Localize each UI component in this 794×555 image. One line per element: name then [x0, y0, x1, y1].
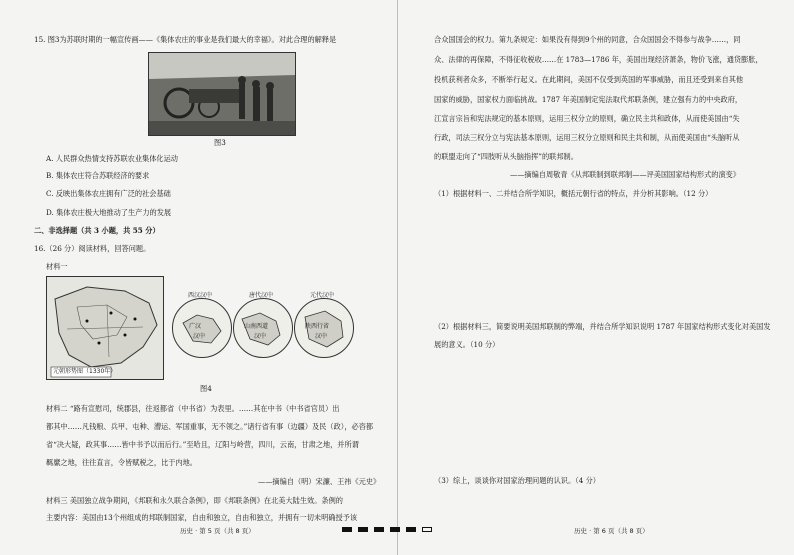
right-line-4: 国家的威胁，国家权力面临挑战。1787 年美国制定宪法取代邦联条例，建立强有力的中央政府，: [434, 95, 743, 104]
material2-source: ——摘编自（明）宋濂、王祎《元史》: [258, 477, 381, 486]
option-d: D. 集体农庄极大地推动了生产力的发展: [46, 208, 172, 217]
material3-source: ——摘编自周敬青《从邦联制到联邦制——评美国国家结构形式的演变》: [510, 170, 741, 179]
page-divider: [397, 0, 398, 555]
material2-line-2: 都其中……凡钱粮、兵甲、屯种、漕运、军国重事，无不领之。”诸行省有事（边疆）及民（政），必咨都: [46, 422, 374, 431]
right-line-1: 合众国国会的权力。第九条规定：如果没有得到9个州的同意，合众国国会不得参与战争……，同: [434, 35, 741, 44]
option-b: B. 集体农庄符合苏联经济的要求: [46, 171, 150, 180]
circle-tang: [233, 298, 293, 358]
propaganda-image: [148, 52, 296, 136]
circle-western-han: [172, 298, 232, 358]
question-2-line-2: 展的意义。（10 分）: [434, 340, 500, 349]
fold-mark: [390, 527, 400, 532]
yuan-map: [46, 276, 164, 380]
option-c: C. 反映出集体农庄拥有广泛的社会基础: [46, 189, 171, 198]
circle1-label2: 汉中: [193, 333, 206, 340]
fold-mark: [358, 527, 368, 532]
fig3-caption: 图3: [214, 138, 226, 147]
fold-mark: [374, 527, 384, 532]
q16-stem: 16.（26 分）阅读材料，回答问题。: [34, 244, 151, 253]
right-line-6: 行政，司法三权分立与宪法基本原则，运用三权分立原则和民主共和制，从而使美国由“头脑听从: [434, 133, 740, 142]
circle-yuan: [294, 298, 354, 358]
fold-mark: [342, 527, 352, 532]
circle3-label1: 陕西行省: [305, 323, 330, 330]
left-page-footer: 历史 · 第 5 页（共 8 页）: [180, 527, 255, 535]
material2-line-3: 省“决大疑，政其事……皆中书予以而后行。”至哈且，辽阳与岭营，四川，云南，甘肃之地，并所谓: [46, 440, 359, 449]
circle2-label1: 山南西道: [244, 323, 269, 330]
map-caption: 元朝形势图（1330年）: [53, 368, 117, 375]
fig4-caption: 图4: [200, 384, 212, 393]
material3-line-2: 主要内容：美国由13个州组成的邦联制国家，自由和独立，自由和独立，并拥有一切未明确授予该: [46, 513, 358, 522]
material2-line-4: 羁縻之地，往往直言，令皆赋税之，比于内地。: [46, 458, 197, 467]
right-page-footer: 历史 · 第 6 页（共 8 页）: [574, 527, 649, 535]
circle2-label2: 汉中: [254, 333, 267, 340]
option-a: A. 人民群众热情支持苏联农业集体化运动: [46, 154, 178, 163]
circle1-label1: 广汉: [189, 323, 202, 330]
material1-label: 材料一: [46, 262, 68, 271]
right-line-2: 众、法律的再保障，不得征收税收……在 1783—1786 年，美国出现经济萧条，物价飞涨，通货膨胀，: [434, 55, 763, 64]
circle3-title: 元代汉中: [310, 292, 335, 299]
question-2-line-1: （2）根据材料三，简要说明美国邦联制的弊端，并结合所学知识说明 1787 年国家结构形式变化对美国发: [434, 322, 771, 331]
fold-mark: [422, 527, 432, 532]
right-line-7: 的联盟走向了“四肢听从头脑指挥”的联邦制。: [434, 152, 578, 161]
circle1-title: 西汉汉中: [188, 292, 213, 299]
material3-line-1: 材料三 美国独立战争期间，《邦联和永久联合条例》，即《邦联条例》在北美大陆生效。条例的: [46, 496, 343, 505]
question-1: （1）根据材料一、二并结合所学知识，概括元朝行省的特点，并分析其影响。（12 分）: [434, 189, 713, 198]
section-heading: 二、非选择题（共 3 小题，共 55 分）: [34, 226, 160, 235]
right-line-3: 投机获利者众多，不断举行起义。在此期间，美国不仅受到英国的军事威胁，而且还受到来自其他: [434, 75, 744, 84]
fold-mark: [406, 527, 416, 532]
q15-stem: 15. 图3为苏联时期的一幅宣传画——《集体农庄的事业是我们最大的幸福》。对此合理的解释是: [34, 35, 337, 44]
right-line-5: 江宣言宗旨和宪法规定的基本原则，运用三权分立的原则，确立民主共和政体，从而使美国由“失: [434, 114, 740, 123]
question-3: （3）综上，谈谈你对国家治理问题的认识。（4 分）: [434, 476, 600, 485]
circle3-label2: 汉中: [315, 333, 328, 340]
material2-line-1: 材料二 “路有宣慰司，统郡县，往返都省（中书省）为表里。……其在中书（中书省官员）出: [46, 404, 340, 413]
circle2-title: 唐代汉中: [249, 292, 274, 299]
